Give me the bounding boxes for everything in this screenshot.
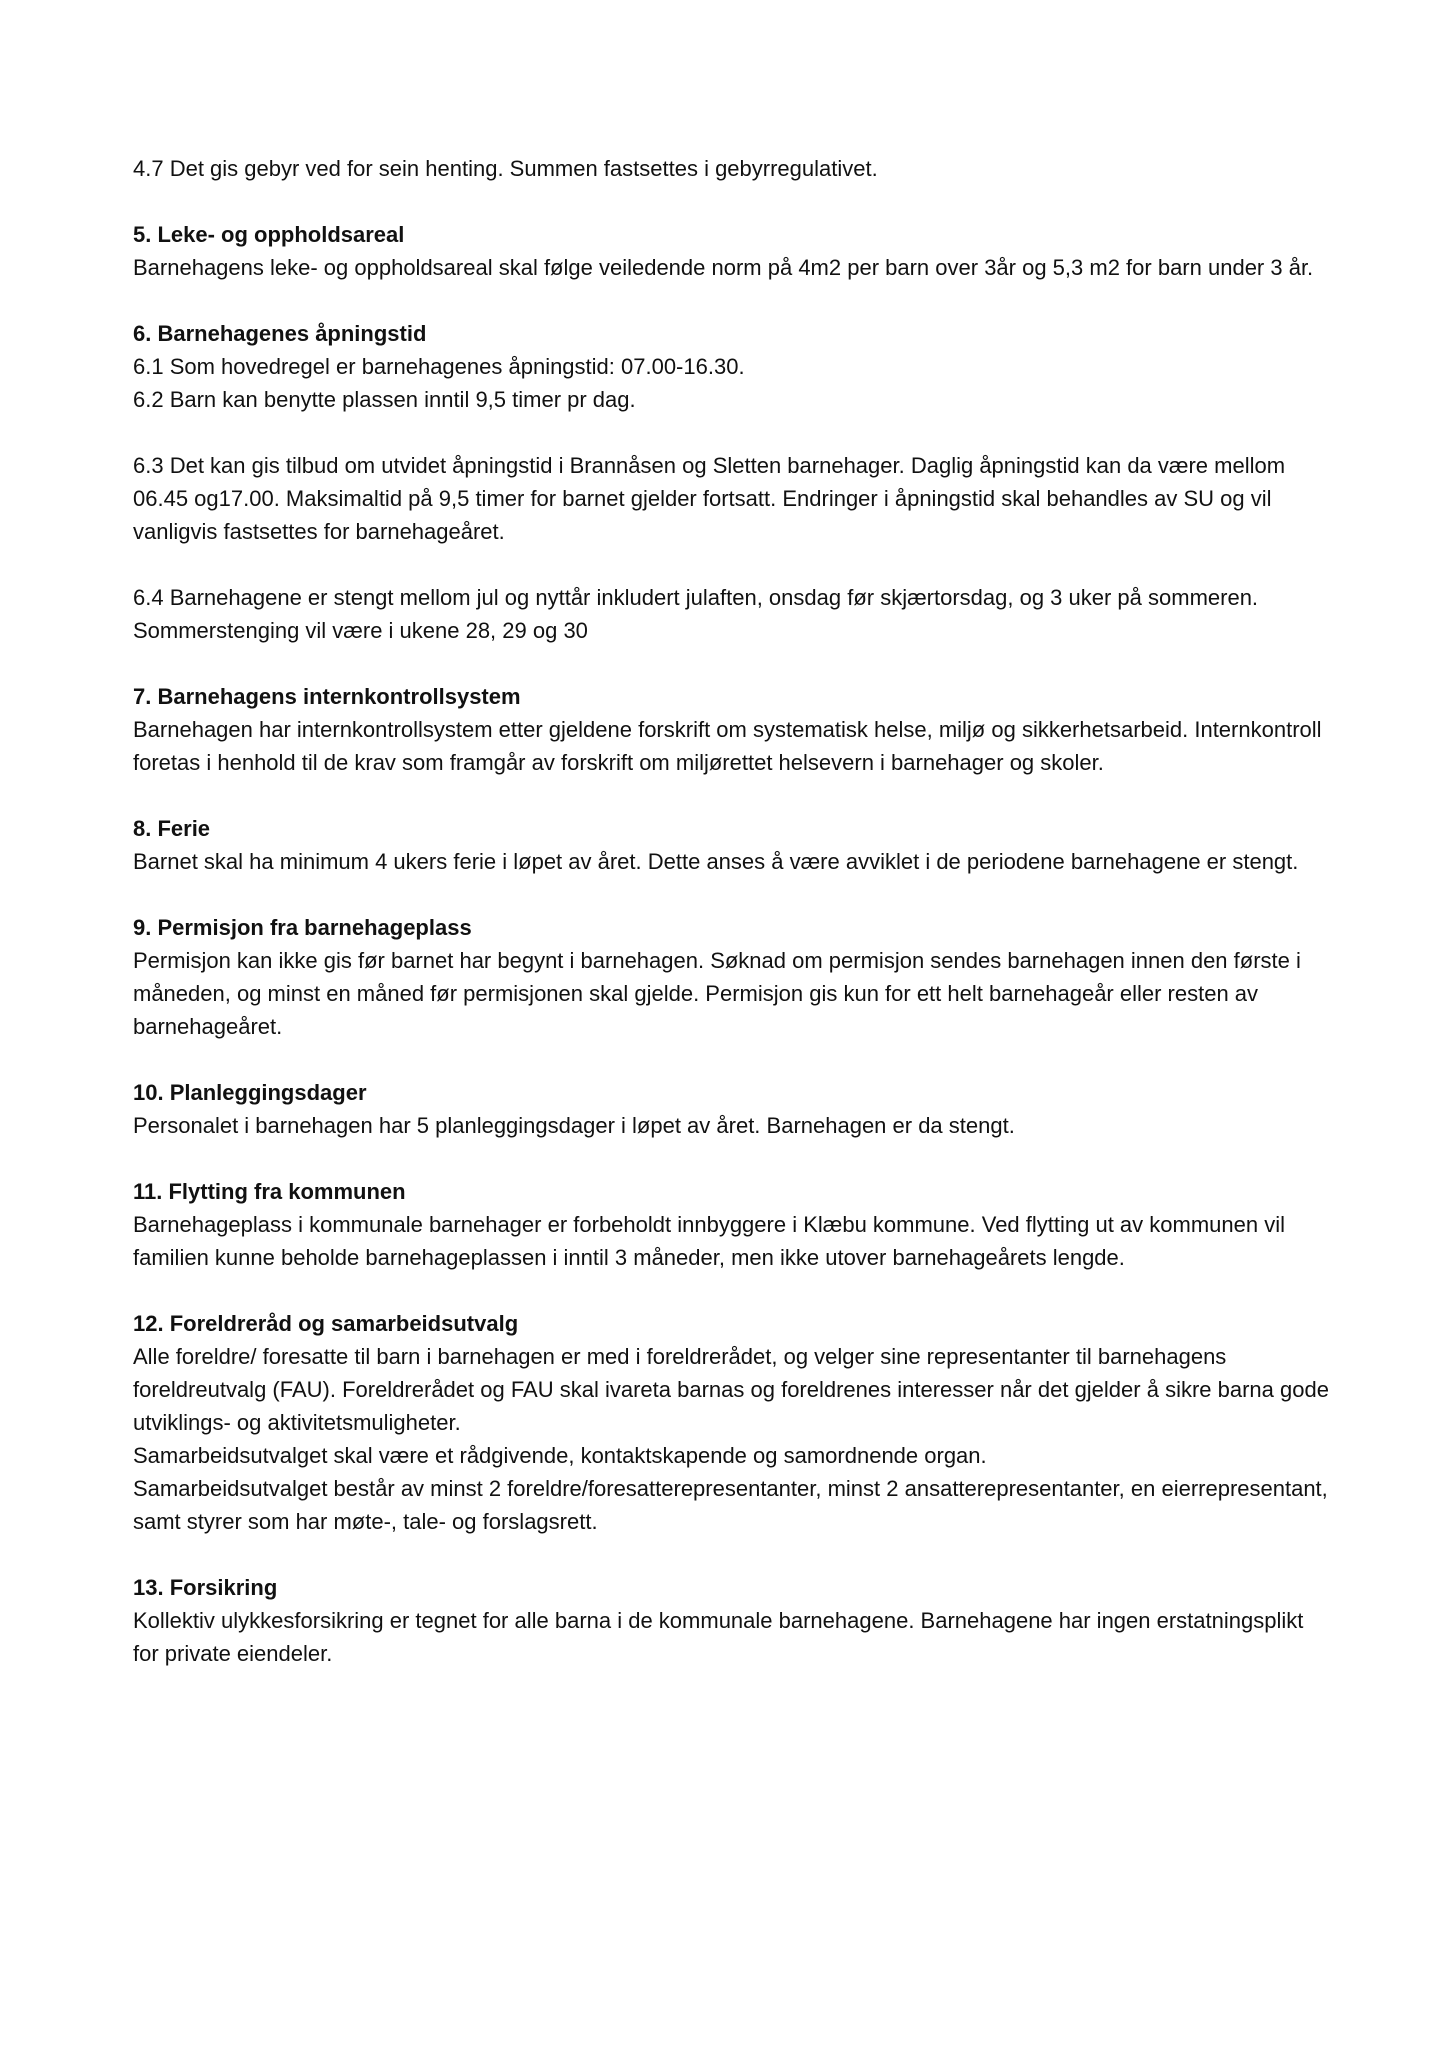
section-ferie [133, 812, 1333, 878]
section-paragraph: 6.3 Det kan gis tilbud om utvidet åpningstid i Brannåsen og Sletten barnehager. Daglig åpningstid kan da være mellom 06.45 og17.00. Maksimaltid på 9,5 timer for barnet gjelder fortsatt. Endringer i åpningstid skal behandles av SU og vil vanligvis fastsettes for barnehageåret. [133, 453, 1286, 544]
section-heading: 10. Planleggingsdager [133, 1080, 367, 1105]
section-heading: 13. Forsikring [133, 1575, 278, 1600]
section-heading: 6. Barnehagenes åpningstid [133, 321, 427, 346]
section-paragraph: Personalet i barnehagen har 5 planleggingsdager i løpet av året. Barnehagen er da stengt. [133, 1113, 1015, 1138]
section-internkontrollsystem [133, 680, 1333, 779]
section-paragraph: Alle foreldre/ foresatte til barn i barnehagen er med i foreldrerådet, og velger sine representanter til barnehagens foreldreutvalg (FAU). Foreldrerådet og FAU skal ivareta barnas og foreldrenes interesser når det gjelder å sikre barna gode utviklings- og aktivitetsmuligheter. [133, 1344, 1329, 1435]
section-paragraph: 6.1 Som hovedregel er barnehagenes åpningstid: 07.00-16.30. [133, 354, 745, 379]
section-paragraph: Barnehagen har internkontrollsystem etter gjeldene forskrift om systematisk helse, miljø og sikkerhetsarbeid. Internkontroll foretas i henhold til de krav som framgår av forskrift om miljørettet helsevern i barnehager og skoler. [133, 717, 1322, 775]
section-heading: 11. Flytting fra kommunen [133, 1179, 406, 1204]
section-paragraph: 6.4 Barnehagene er stengt mellom jul og nyttår inkludert julaften, onsdag før skjærtorsdag, og 3 uker på sommeren. Sommerstenging vil være i ukene 28, 29 og 30 [133, 585, 1259, 643]
document-page [133, 152, 1333, 1703]
section-paragraph: Barnet skal ha minimum 4 ukers ferie i løpet av året. Dette anses å være avviklet i de periodene barnehagene er stengt. [133, 849, 1299, 874]
section-paragraph: Permisjon kan ikke gis før barnet har begynt i barnehagen. Søknad om permisjon sendes barnehagen innen den første i måneden, og minst en måned før permisjonen skal gjelde. Permisjon gis kun for ett helt barnehageår eller resten av barnehageåret. [133, 948, 1301, 1039]
section-foreldrerad [133, 1307, 1333, 1538]
section-paragraph: Kollektiv ulykkesforsikring er tegnet for alle barna i de kommunale barnehagene. Barnehagene har ingen erstatningsplikt for private eiendeler. [133, 1608, 1304, 1666]
section-permisjon [133, 911, 1333, 1043]
section-forsikring [133, 1571, 1333, 1670]
section-paragraph: 6.2 Barn kan benytte plassen inntil 9,5 timer pr dag. [133, 387, 636, 412]
section-paragraph: Barnehagens leke- og oppholdsareal skal følge veiledende norm på 4m2 per barn over 3år og 5,3 m2 for barn under 3 år. [133, 255, 1314, 280]
section-apningstid [133, 317, 1333, 647]
section-flytting [133, 1175, 1333, 1274]
section-leke-og-oppholdsareal [133, 218, 1333, 284]
section-heading: 8. Ferie [133, 816, 211, 841]
section-planleggingsdager [133, 1076, 1333, 1142]
intro-paragraph: 4.7 Det gis gebyr ved for sein henting. Summen fastsettes i gebyrregulativet. [133, 156, 878, 181]
section-heading: 7. Barnehagens internkontrollsystem [133, 684, 521, 709]
section-heading: 5. Leke- og oppholdsareal [133, 222, 405, 247]
section-heading: 9. Permisjon fra barnehageplass [133, 915, 472, 940]
section-paragraph: Samarbeidsutvalget skal være et rådgivende, kontaktskapende og samordnende organ. [133, 1443, 987, 1468]
section-paragraph: Barnehageplass i kommunale barnehager er forbeholdt innbyggere i Klæbu kommune. Ved flytting ut av kommunen vil familien kunne beholde barnehageplassen i inntil 3 måneder, men ikke utover barnehageårets lengde. [133, 1212, 1285, 1270]
section-paragraph: Samarbeidsutvalget består av minst 2 foreldre/foresatterepresentanter, minst 2 ansatterepresentanter, en eierrepresentant, samt styrer som har møte-, tale- og forslagsrett. [133, 1476, 1328, 1534]
section-heading: 12. Foreldreråd og samarbeidsutvalg [133, 1311, 519, 1336]
